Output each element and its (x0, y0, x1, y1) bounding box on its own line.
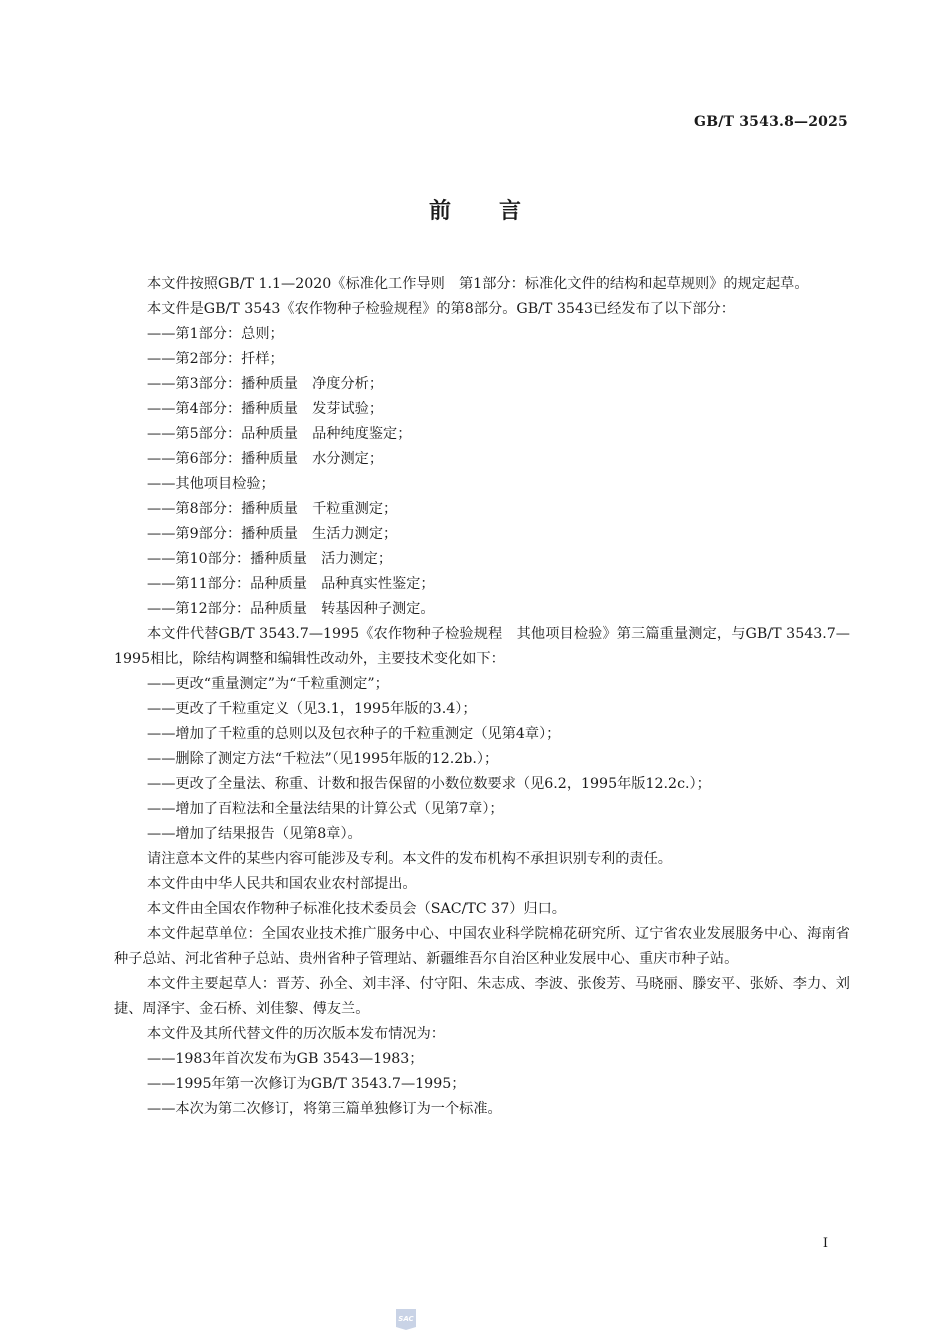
foreword-content (114, 272, 850, 1122)
page-number: I (822, 1236, 828, 1251)
paragraph: 本文件代替GB/T 3543.7—1995《农作物种子检验规程 其他项目检验》第三篇重量测定，与GB/T 3543.7—1995相比，除结构调整和编辑性改动外，主要技术变化如下： (114, 626, 850, 667)
sac-logo-text: SAC (398, 1315, 414, 1323)
paragraph: 本文件及其所代替文件的历次版本发布情况为： (147, 1026, 445, 1042)
list-item: ——第11部分：品种质量 品种真实性鉴定； (147, 576, 435, 592)
list-item: ——第8部分：播种质量 千粒重测定； (147, 501, 398, 517)
list-item: ——第9部分：播种质量 生活力测定； (147, 526, 398, 542)
list-item: ——增加了千粒重的总则以及包衣种子的千粒重测定（见第4章）； (147, 726, 561, 742)
list-item: ——第5部分：品种质量 品种纯度鉴定； (147, 426, 412, 442)
paragraph: 本文件是GB/T 3543《农作物种子检验规程》的第8部分。GB/T 3543已经发布了以下部分： (147, 301, 735, 317)
list-item: ——第6部分：播种质量 水分测定； (147, 451, 384, 467)
list-item: ——1983年首次发布为GB 3543—1983； (147, 1051, 424, 1067)
page-title: 前言 (428, 199, 569, 224)
list-item: ——1995年第一次修订为GB/T 3543.7—1995； (147, 1076, 466, 1092)
sac-logo-icon (392, 1305, 420, 1331)
list-item: ——第1部分：总则； (147, 326, 284, 342)
list-item: ——更改“重量测定”为“千粒重测定”； (147, 676, 389, 692)
list-item: ——更改了全量法、称重、计数和报告保留的小数位数要求（见6.2，1995年版12.2c.）； (147, 776, 711, 792)
paragraph: 本文件起草单位：全国农业技术推广服务中心、中国农业科学院棉花研究所、辽宁省农业发展服务中心、海南省种子总站、河北省种子总站、贵州省种子管理站、新疆维吾尔自治区种业发展中心、重庆市种子站。 (114, 926, 850, 967)
list-item: ——本次为第二次修订，将第三篇单独修订为一个标准。 (147, 1101, 502, 1117)
paragraph: 请注意本文件的某些内容可能涉及专利。本文件的发布机构不承担识别专利的责任。 (147, 851, 672, 867)
list-item: ——其他项目检验； (147, 476, 275, 492)
paragraph: 本文件由全国农作物种子标准化技术委员会（SAC/TC 37）归口。 (147, 901, 566, 917)
list-item: ——第12部分：品种质量 转基因种子测定。 (147, 601, 435, 617)
standard-code: GB/T 3543.8—2025 (694, 114, 848, 130)
list-item: ——更改了千粒重定义（见3.1，1995年版的3.4）； (147, 701, 477, 717)
list-item: ——第10部分：播种质量 活力测定； (147, 551, 393, 567)
paragraph: 本文件由中华人民共和国农业农村部提出。 (147, 876, 417, 892)
paragraph: 本文件按照GB/T 1.1—2020《标准化工作导则 第1部分：标准化文件的结构和起草规则》的规定起草。 (147, 276, 809, 292)
list-item: ——第2部分：扦样； (147, 351, 284, 367)
list-item: ——第4部分：播种质量 发芽试验； (147, 401, 384, 417)
list-item: ——第3部分：播种质量 净度分析； (147, 376, 384, 392)
list-item: ——增加了百粒法和全量法结果的计算公式（见第7章）； (147, 801, 504, 817)
list-item: ——删除了测定方法“千粒法”（见1995年版的12.2b.）； (147, 751, 499, 767)
list-item: ——增加了结果报告（见第8章）。 (147, 826, 362, 842)
paragraph: 本文件主要起草人：晋芳、孙全、刘丰泽、付守阳、朱志成、李波、张俊芳、马晓丽、滕安平、张娇、李力、刘捷、周泽宇、金石桥、刘佳黎、傅友兰。 (114, 976, 850, 1017)
